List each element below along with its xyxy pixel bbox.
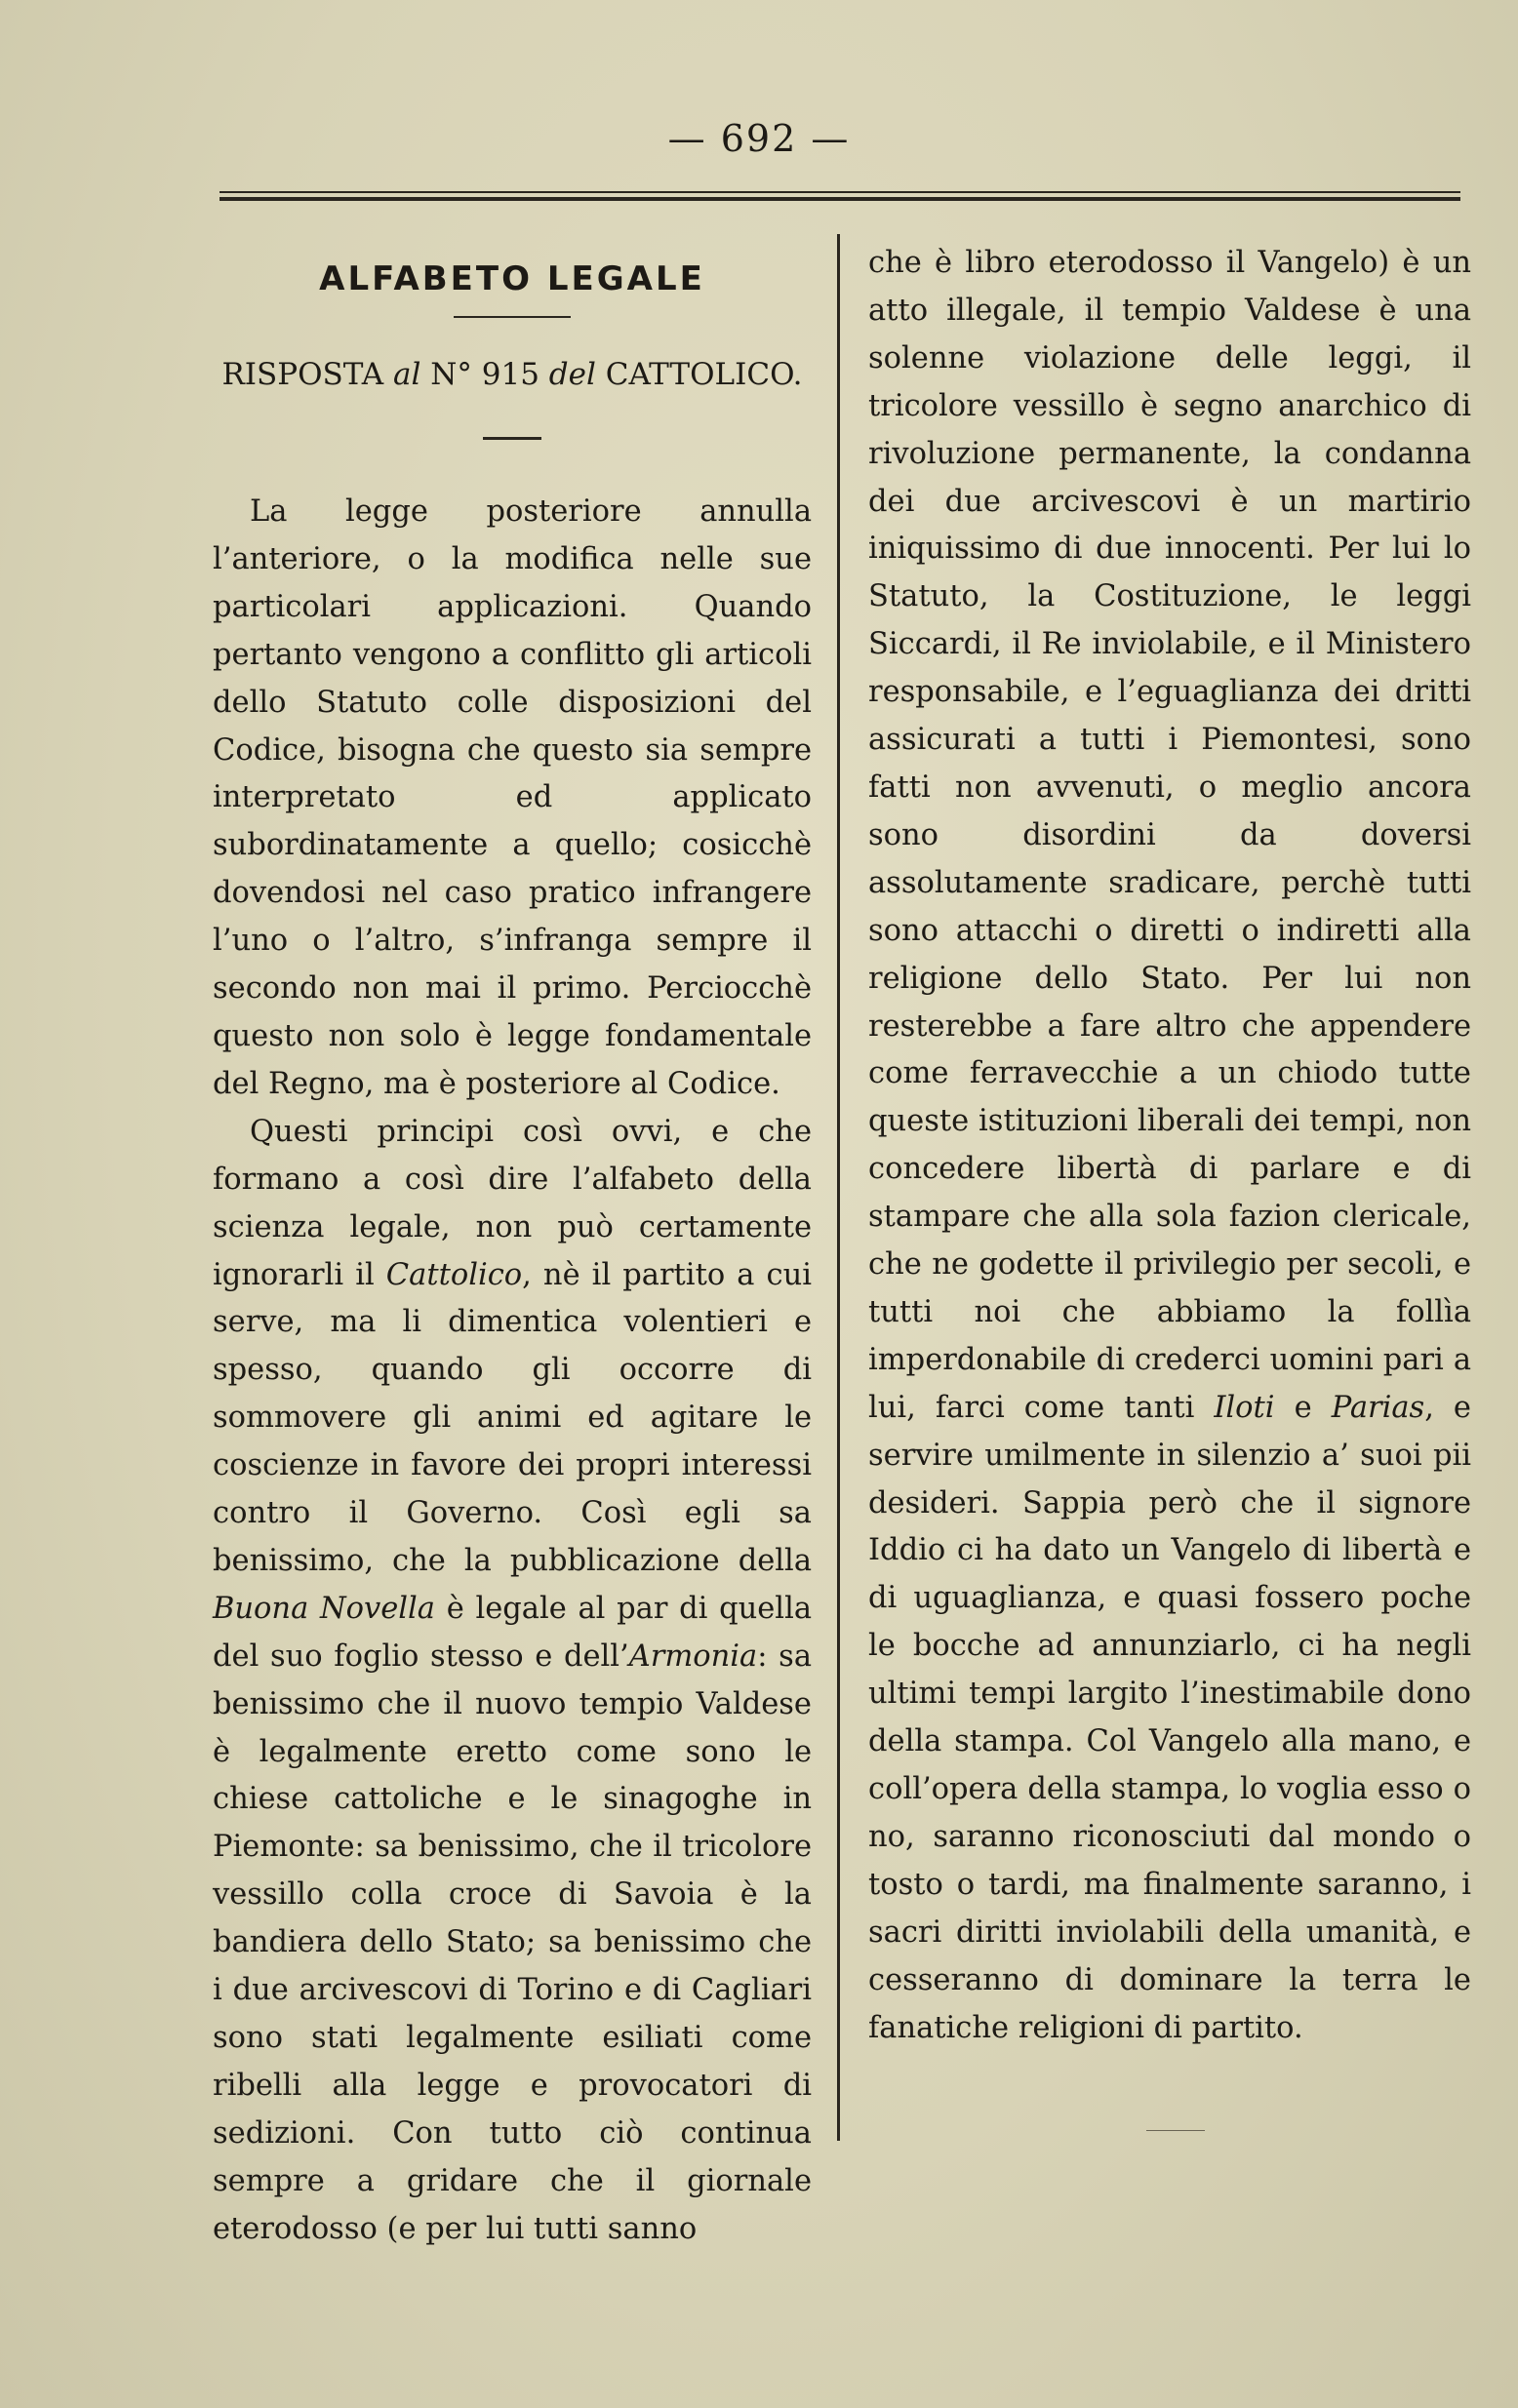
subtitle-prefix: RISPOSTA [221, 357, 384, 392]
subtitle-al: al [393, 357, 421, 392]
paragraph-2: Questi principi così ovvi, e che formano a così dire l’alfabeto della scienza legale, non può certamente ignorarli il Cattolico, nè il partito a cui serve, ma li dimentica volentieri e spesso, quando gli occorre di sommovere gli animi ed agitare le coscienze in favore dei propri interessi contro il Governo. Così egli sa benissimo, che la pubblicazione della Buona Novella è legale al par di quella del suo foglio stesso e dell’Armonia: sa benissimo che il nuovo tempio Valdese è legalmente eretto come sono le chiese cattoliche e le sinagoghe in Piemonte: sa benissimo, che il tricolore vessillo colla croce di Savoia è la bandiera dello Stato; sa benissimo che i due arcivescovi di Torino e di Cagliari sono stati legalmente esiliati come ribelli alla legge e provocatori di sedizioni. Con tutto ciò continua sempre a gridare che il giornale eterodosso (e per lui tutti sanno [213, 1114, 813, 2246]
italic-buona-novella: Buona Novella [213, 1591, 435, 1626]
right-column [868, 240, 1471, 2131]
subtitle-del: del [548, 357, 596, 392]
page-number: — 692 — [667, 117, 851, 160]
subtitle-name: CATTOLICO. [605, 357, 803, 392]
subtitle-number: N° 915 [430, 357, 539, 392]
italic-armonia: Armonia [628, 1638, 758, 1674]
italic-cattolico: Cattolico [385, 1257, 523, 1292]
paragraph-1: La legge posteriore annulla l’anteriore, o la modifica nelle sue particolari applicazioni. Quando pertanto vengono a conflitto gli articoli dello Statuto colle disposizioni del Codice, bisogna che questo sia sempre interpretato ed applicato subordinatamente a quello; cosicchè dovendosi nel caso pratico infrangere l’uno o l’altro, s’infranga sempre il secondo non mai il primo. Perciocchè questo non solo è legge fondamentale del Regno, ma è posteriore al Codice. [213, 494, 812, 1101]
italic-parias: Parias [1331, 1390, 1425, 1425]
paragraph-2-continued: che è libro eterodosso il Vangelo) è un atto illegale, il tempio Valdese è una solenne violazione delle leggi, il tricolore vessillo è segno anarchico di rivoluzione permanente, la condanna dei due arcivescovi è un martirio iniquissimo di due innocenti. Per lui lo Statuto, la Costituzione, le leggi Siccardi, il Re inviolabile, e il Ministero responsabile, e l’eguaglianza dei dritti assicurati a tutti i Piemontesi, sono fatti non avvenuti, o meglio ancora sono disordini da doversi assolutamente sradicare, perchè tutti sono attacchi o diretti o indiretti alla religione dello Stato. Per lui non resterebbe a fare altro che appendere come ferravecchie a un chiodo tutte queste istituzioni liberali dei tempi, non concedere libertà di parlare e di stampare che alla sola fazion clericale, che ne godette il privilegio per secoli, e tutti noi che abbiamo la follìa imperdonabile di crederci uomini pari a lui, farci come tanti Iloti e Parias, e servire umilmente in silenzio a’ suoi pii desideri. Sappia però che il signore Iddio ci ha dato un Vangelo di libertà e di uguaglianza, e quasi fossero poche le bocche ad annunziarlo, ci ha negli ultimi tempi largito l’inestimabile dono della stampa. Col Vangelo alla mano, e coll’opera della stampa, lo voglia esso o no, saranno riconosciuti dal mondo o tosto o tardi, ma finalmente saranno, i sacri diritti inviolabili della umanità, e cesseranno di dominare la terra le fanatiche religioni di partito. [868, 246, 1471, 2045]
article-title: ALFABETO LEGALE [319, 259, 705, 298]
left-column [213, 234, 812, 2254]
title-rule [454, 316, 571, 318]
end-mark [1146, 2130, 1205, 2131]
italic-iloti: Iloti [1214, 1390, 1275, 1425]
column-divider [837, 234, 840, 2141]
subtitle-rule [483, 437, 541, 440]
header-rule [220, 191, 1460, 201]
article-subtitle [213, 351, 812, 398]
